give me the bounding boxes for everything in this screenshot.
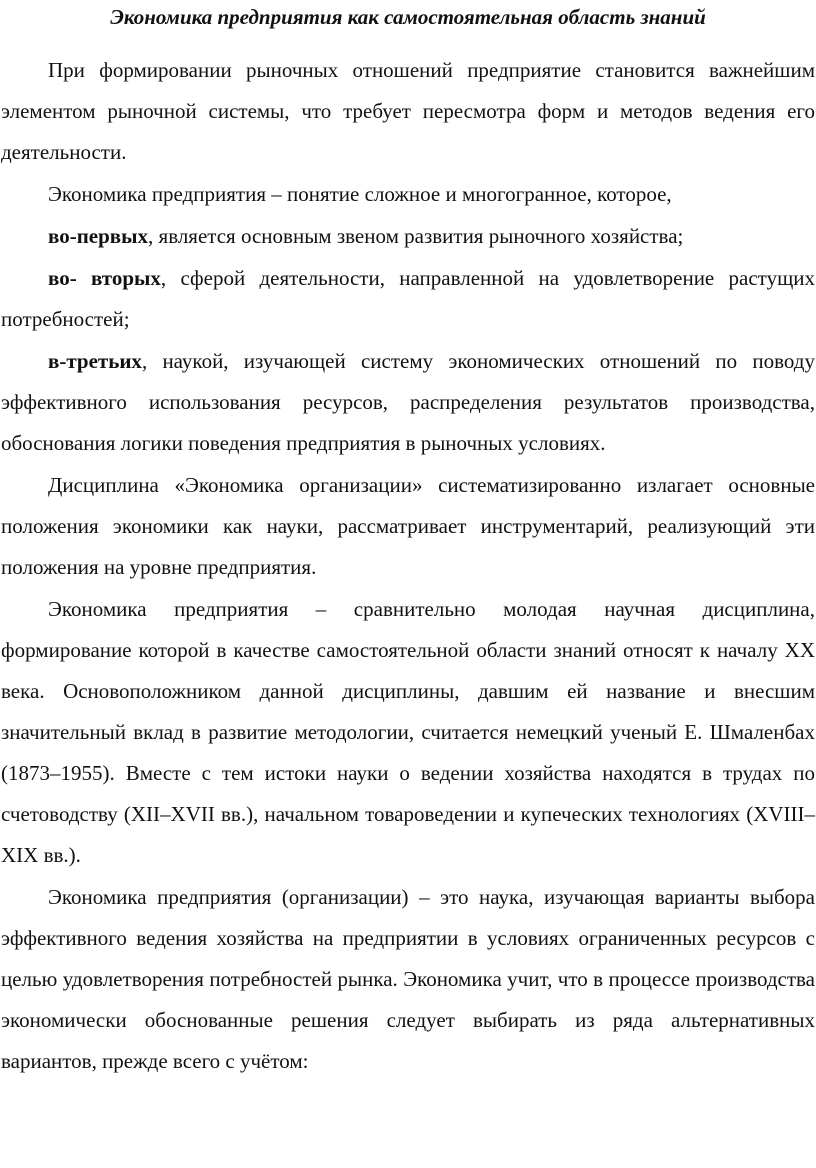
thirdly-label: в-третьих <box>48 349 142 373</box>
paragraph-intro: При формировании рыночных отношений предприятие становится важнейшим элементом рыночной системы, что требует пересмотра форм и методов ведения его деятельности. <box>1 58 815 164</box>
document-title: Экономика предприятия как самостоятельная область знаний <box>110 5 706 29</box>
paragraph-discipline: Дисциплина «Экономика организации» систематизированно излагает основные положения экономики как науки, рассматривает инструментарий, реализующий эти положения на уровне предприятия. <box>1 473 815 579</box>
thirdly-text: , наукой, изучающей систему экономических отношений по поводу эффективного использования ресурсов, распределения результатов производства, обоснования логики поведения предприятия в рыночных условиях. <box>1 349 815 455</box>
paragraph-definition: Экономика предприятия – понятие сложное и многогранное, которое, <box>48 182 672 206</box>
paragraph-firstly <box>1 216 815 257</box>
paragraph-history: Экономика предприятия – сравнительно молодая научная дисциплина, формирование которой в качестве самостоятельной области знаний относят к началу XX века. Основоположником данной дисциплины, давшим ей название и внесшим значительный вклад в развитие методологии, считается немецкий ученый Е. Шмаленбах (1873–1955). Вместе с тем истоки науки о ведении хозяйства находятся в трудах по счетоводству (XII–XVII вв.), начальном товароведении и купеческих технологиях (XVIII– XIX вв.). <box>1 597 815 867</box>
secondly-text: , сферой деятельности, направленной на удовлетворение растущих потребностей; <box>1 266 815 331</box>
paragraph-secondly <box>1 258 815 340</box>
firstly-text: , является основным звеном развития рыночного хозяйства; <box>148 224 684 248</box>
paragraph-science-definition: Экономика предприятия (организации) – это наука, изучающая варианты выбора эффективного ведения хозяйства на предприятии в условиях ограниченных ресурсов с целью удовлетворения потребностей рынка. Экономика учит, что в процессе производства экономически обоснованные решения следует выбирать из ряда альтернативных вариантов, прежде всего с учётом: <box>1 885 815 1073</box>
paragraph-thirdly <box>1 341 815 464</box>
firstly-label: во-первых <box>48 224 149 248</box>
secondly-label: во- вторых <box>48 266 161 290</box>
